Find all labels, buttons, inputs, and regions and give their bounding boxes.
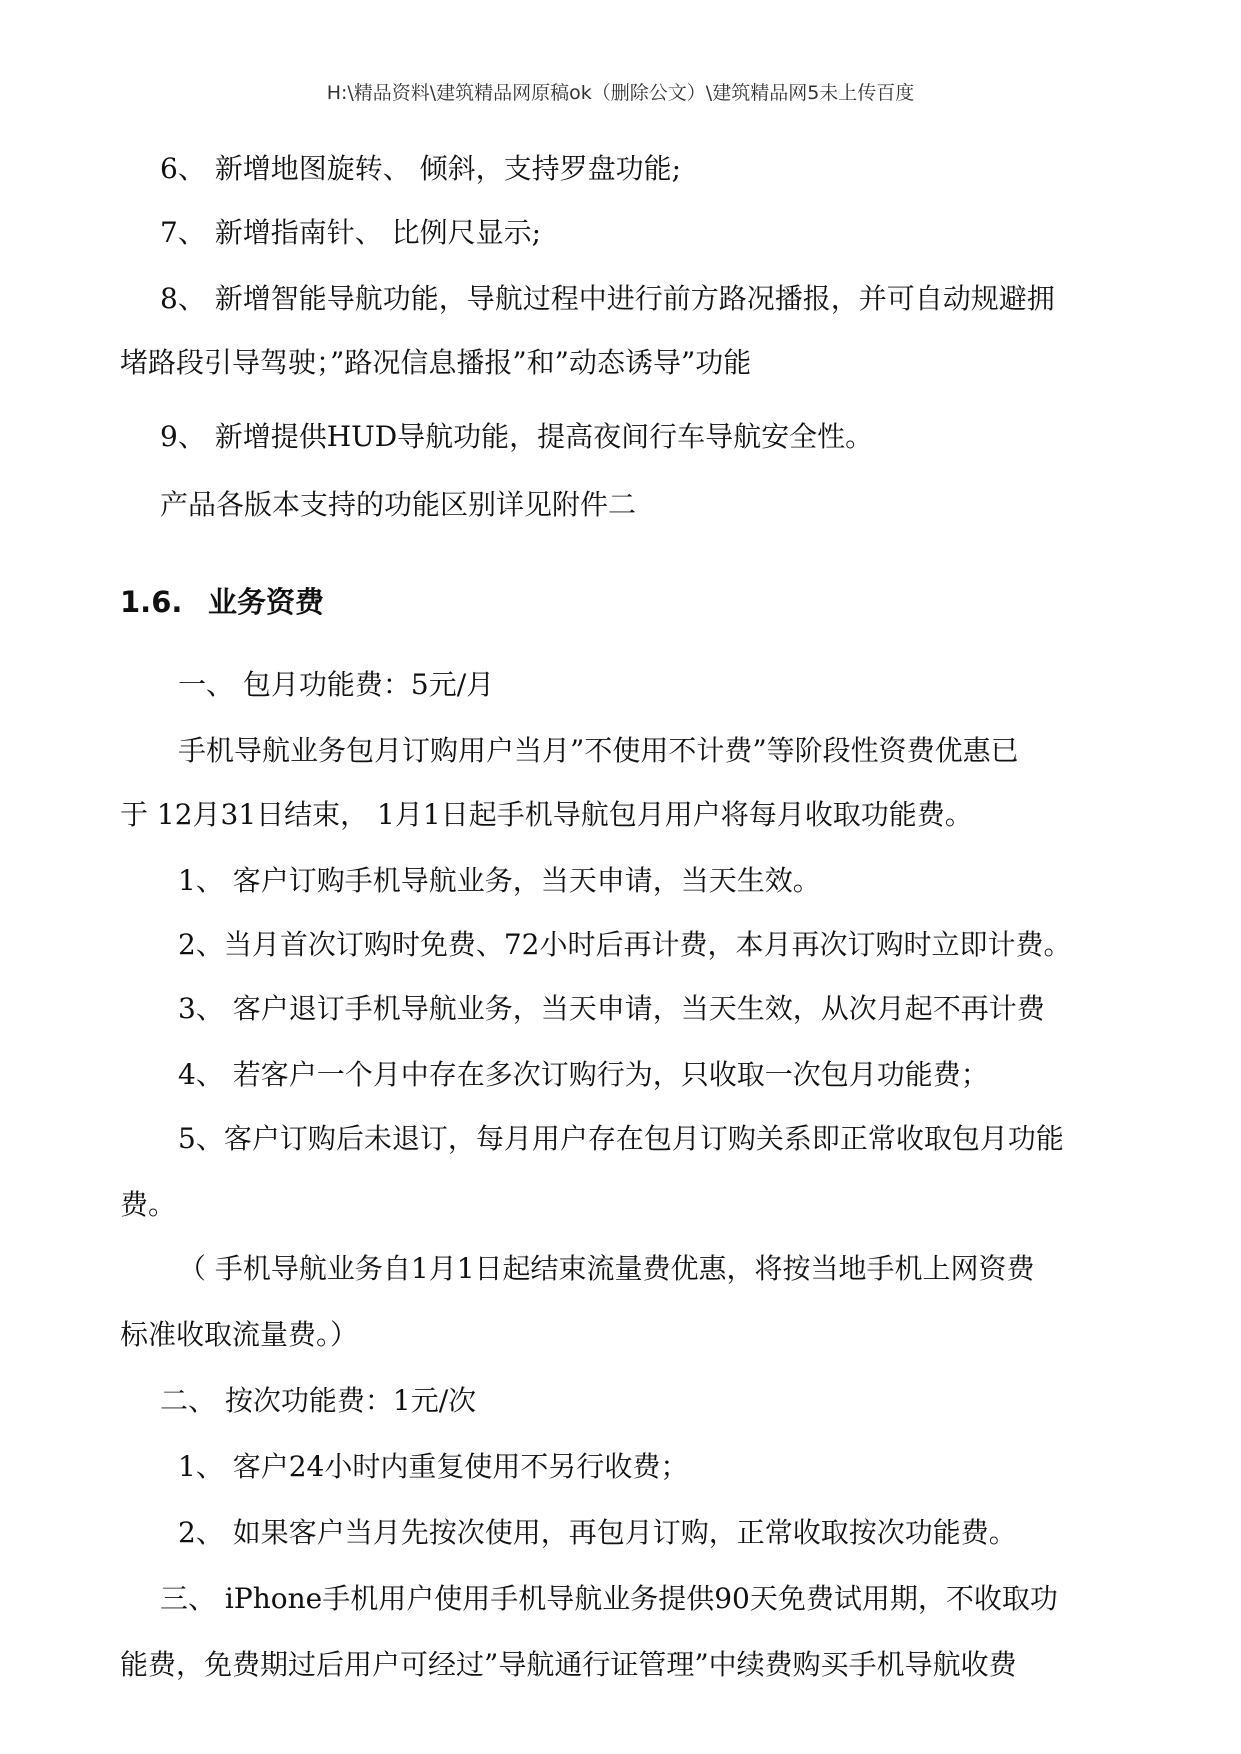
section-number: 1.6. [120, 585, 183, 619]
list-item-8: 8、 新增智能导航功能，导航过程中进行前方路况播报，并可自动规避拥 [160, 282, 1055, 315]
list-item-7: 7、 新增指南针、 比例尺显示; [160, 216, 542, 249]
paragraph-note: （ 手机导航业务自1月1日起结束流量费优惠，将按当地手机上网资费 [178, 1252, 1035, 1285]
per-use-item-2: 2、 如果客户当月先按次使用，再包月订购，正常收取按次功能费。 [178, 1516, 1017, 1549]
rule-item-3: 3、 客户退订手机导航业务，当天申请，当天生效，从次月起不再计费 [178, 992, 1045, 1025]
paragraph-note-continued: 标准收取流量费。） [120, 1318, 359, 1351]
rule-item-1: 1、 客户订购手机导航业务，当天申请，当天生效。 [178, 864, 821, 897]
section-heading [120, 580, 324, 621]
document-header-path: H:\精品资料\建筑精品网原稿ok（删除公文）\建筑精品网5未上传百度 [326, 82, 915, 104]
rule-item-5-continued: 费。 [120, 1188, 177, 1221]
paragraph-line: 于 12月31日结束， 1月1日起手机导航包月用户将每月收取功能费。 [120, 798, 973, 831]
list-item-9: 9、 新增提供HUD导航功能，提高夜间行车导航安全性。 [160, 420, 874, 453]
per-use-item-1: 1、 客户24小时内重复使用不另行收费； [178, 1450, 689, 1483]
rule-item-4: 4、 若客户一个月中存在多次订购行为，只收取一次包月功能费； [178, 1058, 989, 1091]
section-title: 业务资费 [208, 585, 325, 619]
paragraph-line: 能费，免费期过后用户可经过”导航通行证管理”中续费购买手机导航收费 [120, 1648, 1017, 1681]
rule-item-2: 2、当月首次订购时免费、72小时后再计费，本月再次订购时立即计费。 [178, 928, 1072, 961]
fee-heading-iphone: 三、 iPhone手机用户使用手机导航业务提供90天免费试用期，不收取功 [160, 1582, 1058, 1615]
list-item-6: 6、 新增地图旋转、 倾斜，支持罗盘功能; [160, 152, 682, 185]
fee-heading-per-use: 二、 按次功能费：1元/次 [160, 1384, 477, 1417]
paragraph-line: 手机导航业务包月订购用户当月”不使用不计费”等阶段性资费优惠已 [178, 734, 1019, 767]
fee-heading-monthly: 一、 包月功能费：5元/月 [178, 668, 495, 701]
appendix-note: 产品各版本支持的功能区别详见附件二 [160, 488, 637, 521]
list-item-8-continued: 堵路段引导驾驶；”路况信息播报”和”动态诱导”功能 [120, 346, 752, 379]
rule-item-5: 5、客户订购后未退订，每月用户存在包月订购关系即正常收取包月功能 [178, 1122, 1064, 1155]
